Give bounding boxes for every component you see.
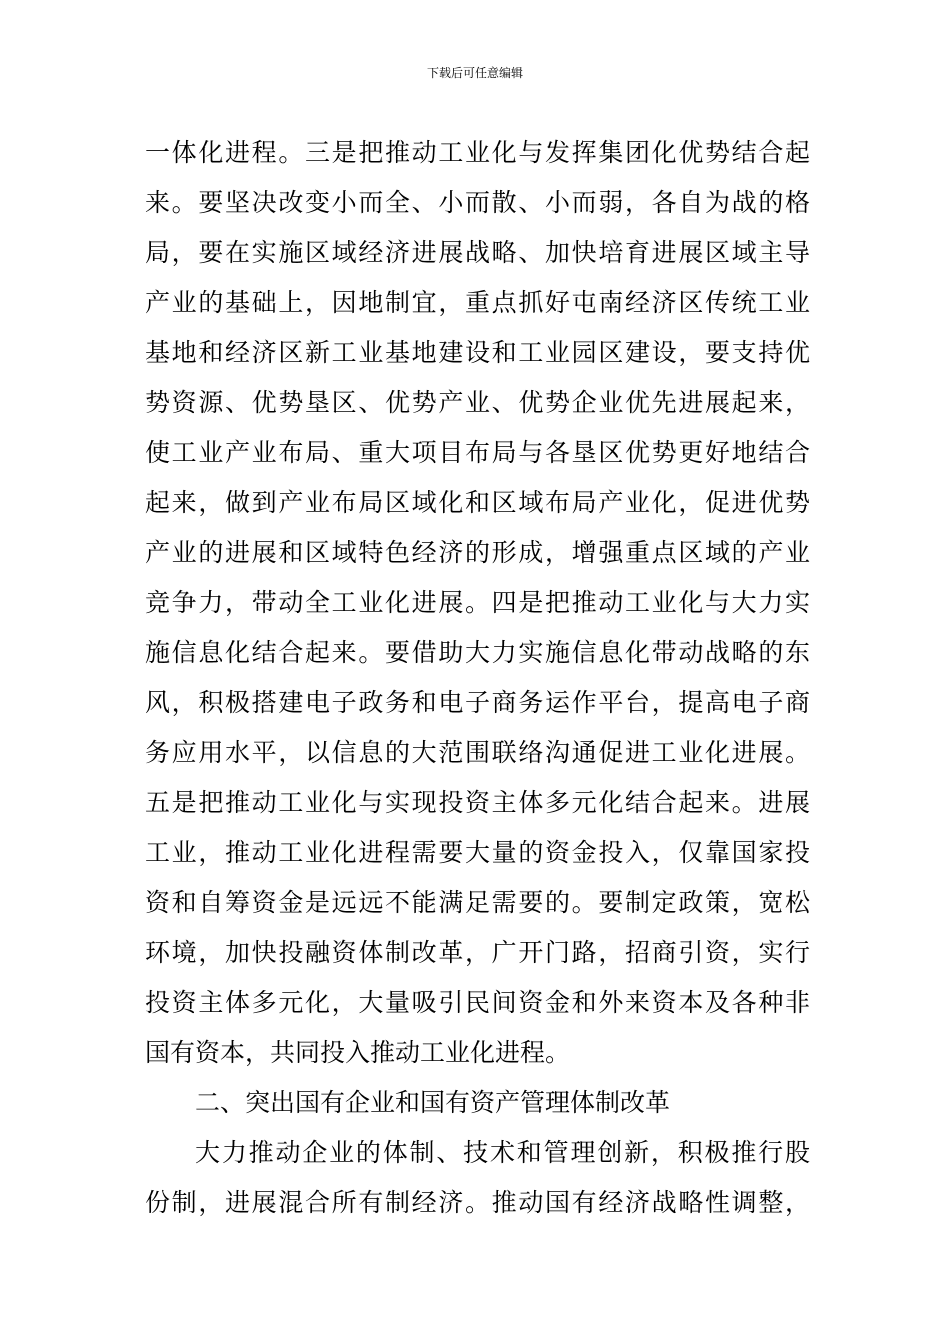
text-line: 投资主体多元化，大量吸引民间资金和外来资本及各种非 bbox=[145, 988, 810, 1017]
text-line: 资和自筹资金是远远不能满足需要的。要制定政策，宽松 bbox=[145, 888, 810, 917]
text-line: 使工业产业布局、重大项目布局与各垦区优势更好地结合 bbox=[145, 438, 810, 467]
text-line: 五是把推动工业化与实现投资主体多元化结合起来。进展 bbox=[145, 788, 810, 817]
document-body bbox=[145, 128, 810, 1228]
text-line: 份制，进展混合所有制经济。推动国有经济战略性调整， bbox=[145, 1188, 810, 1217]
text-line: 一体化进程。三是把推动工业化与发挥集团化优势结合起 bbox=[145, 138, 810, 167]
text-line: 国有资本，共同投入推动工业化进程。 bbox=[145, 1038, 571, 1067]
text-line: 风，积极搭建电子政务和电子商务运作平台，提高电子商 bbox=[145, 688, 810, 717]
text-line: 来。要坚决改变小而全、小而散、小而弱，各自为战的格 bbox=[145, 188, 810, 217]
text-line: 竞争力，带动全工业化进展。四是把推动工业化与大力实 bbox=[145, 588, 810, 617]
text-line: 务应用水平，以信息的大范围联络沟通促进工业化进展。 bbox=[145, 738, 810, 767]
text-line: 产业的基础上，因地制宜，重点抓好屯南经济区传统工业 bbox=[145, 288, 810, 317]
text-line: 产业的进展和区域特色经济的形成，增强重点区域的产业 bbox=[145, 538, 810, 567]
text-line: 势资源、优势垦区、优势产业、优势企业优先进展起来， bbox=[145, 388, 810, 417]
text-line: 局，要在实施区域经济进展战略、加快培育进展区域主导 bbox=[145, 238, 810, 267]
text-line: 环境，加快投融资体制改革，广开门路，招商引资，实行 bbox=[145, 938, 810, 967]
paragraph-first-line: 大力推动企业的体制、技术和管理创新，积极推行股 bbox=[195, 1138, 810, 1167]
text-line: 基地和经济区新工业基地建设和工业园区建设，要支持优 bbox=[145, 338, 810, 367]
text-line: 工业，推动工业化进程需要大量的资金投入，仅靠国家投 bbox=[145, 838, 810, 867]
text-line: 起来，做到产业布局区域化和区域布局产业化，促进优势 bbox=[145, 488, 810, 517]
section-heading: 二、突出国有企业和国有资产管理体制改革 bbox=[195, 1088, 671, 1117]
page-header: 下载后可任意编辑 bbox=[426, 66, 523, 80]
text-line: 施信息化结合起来。要借助大力实施信息化带动战略的东 bbox=[145, 638, 810, 667]
